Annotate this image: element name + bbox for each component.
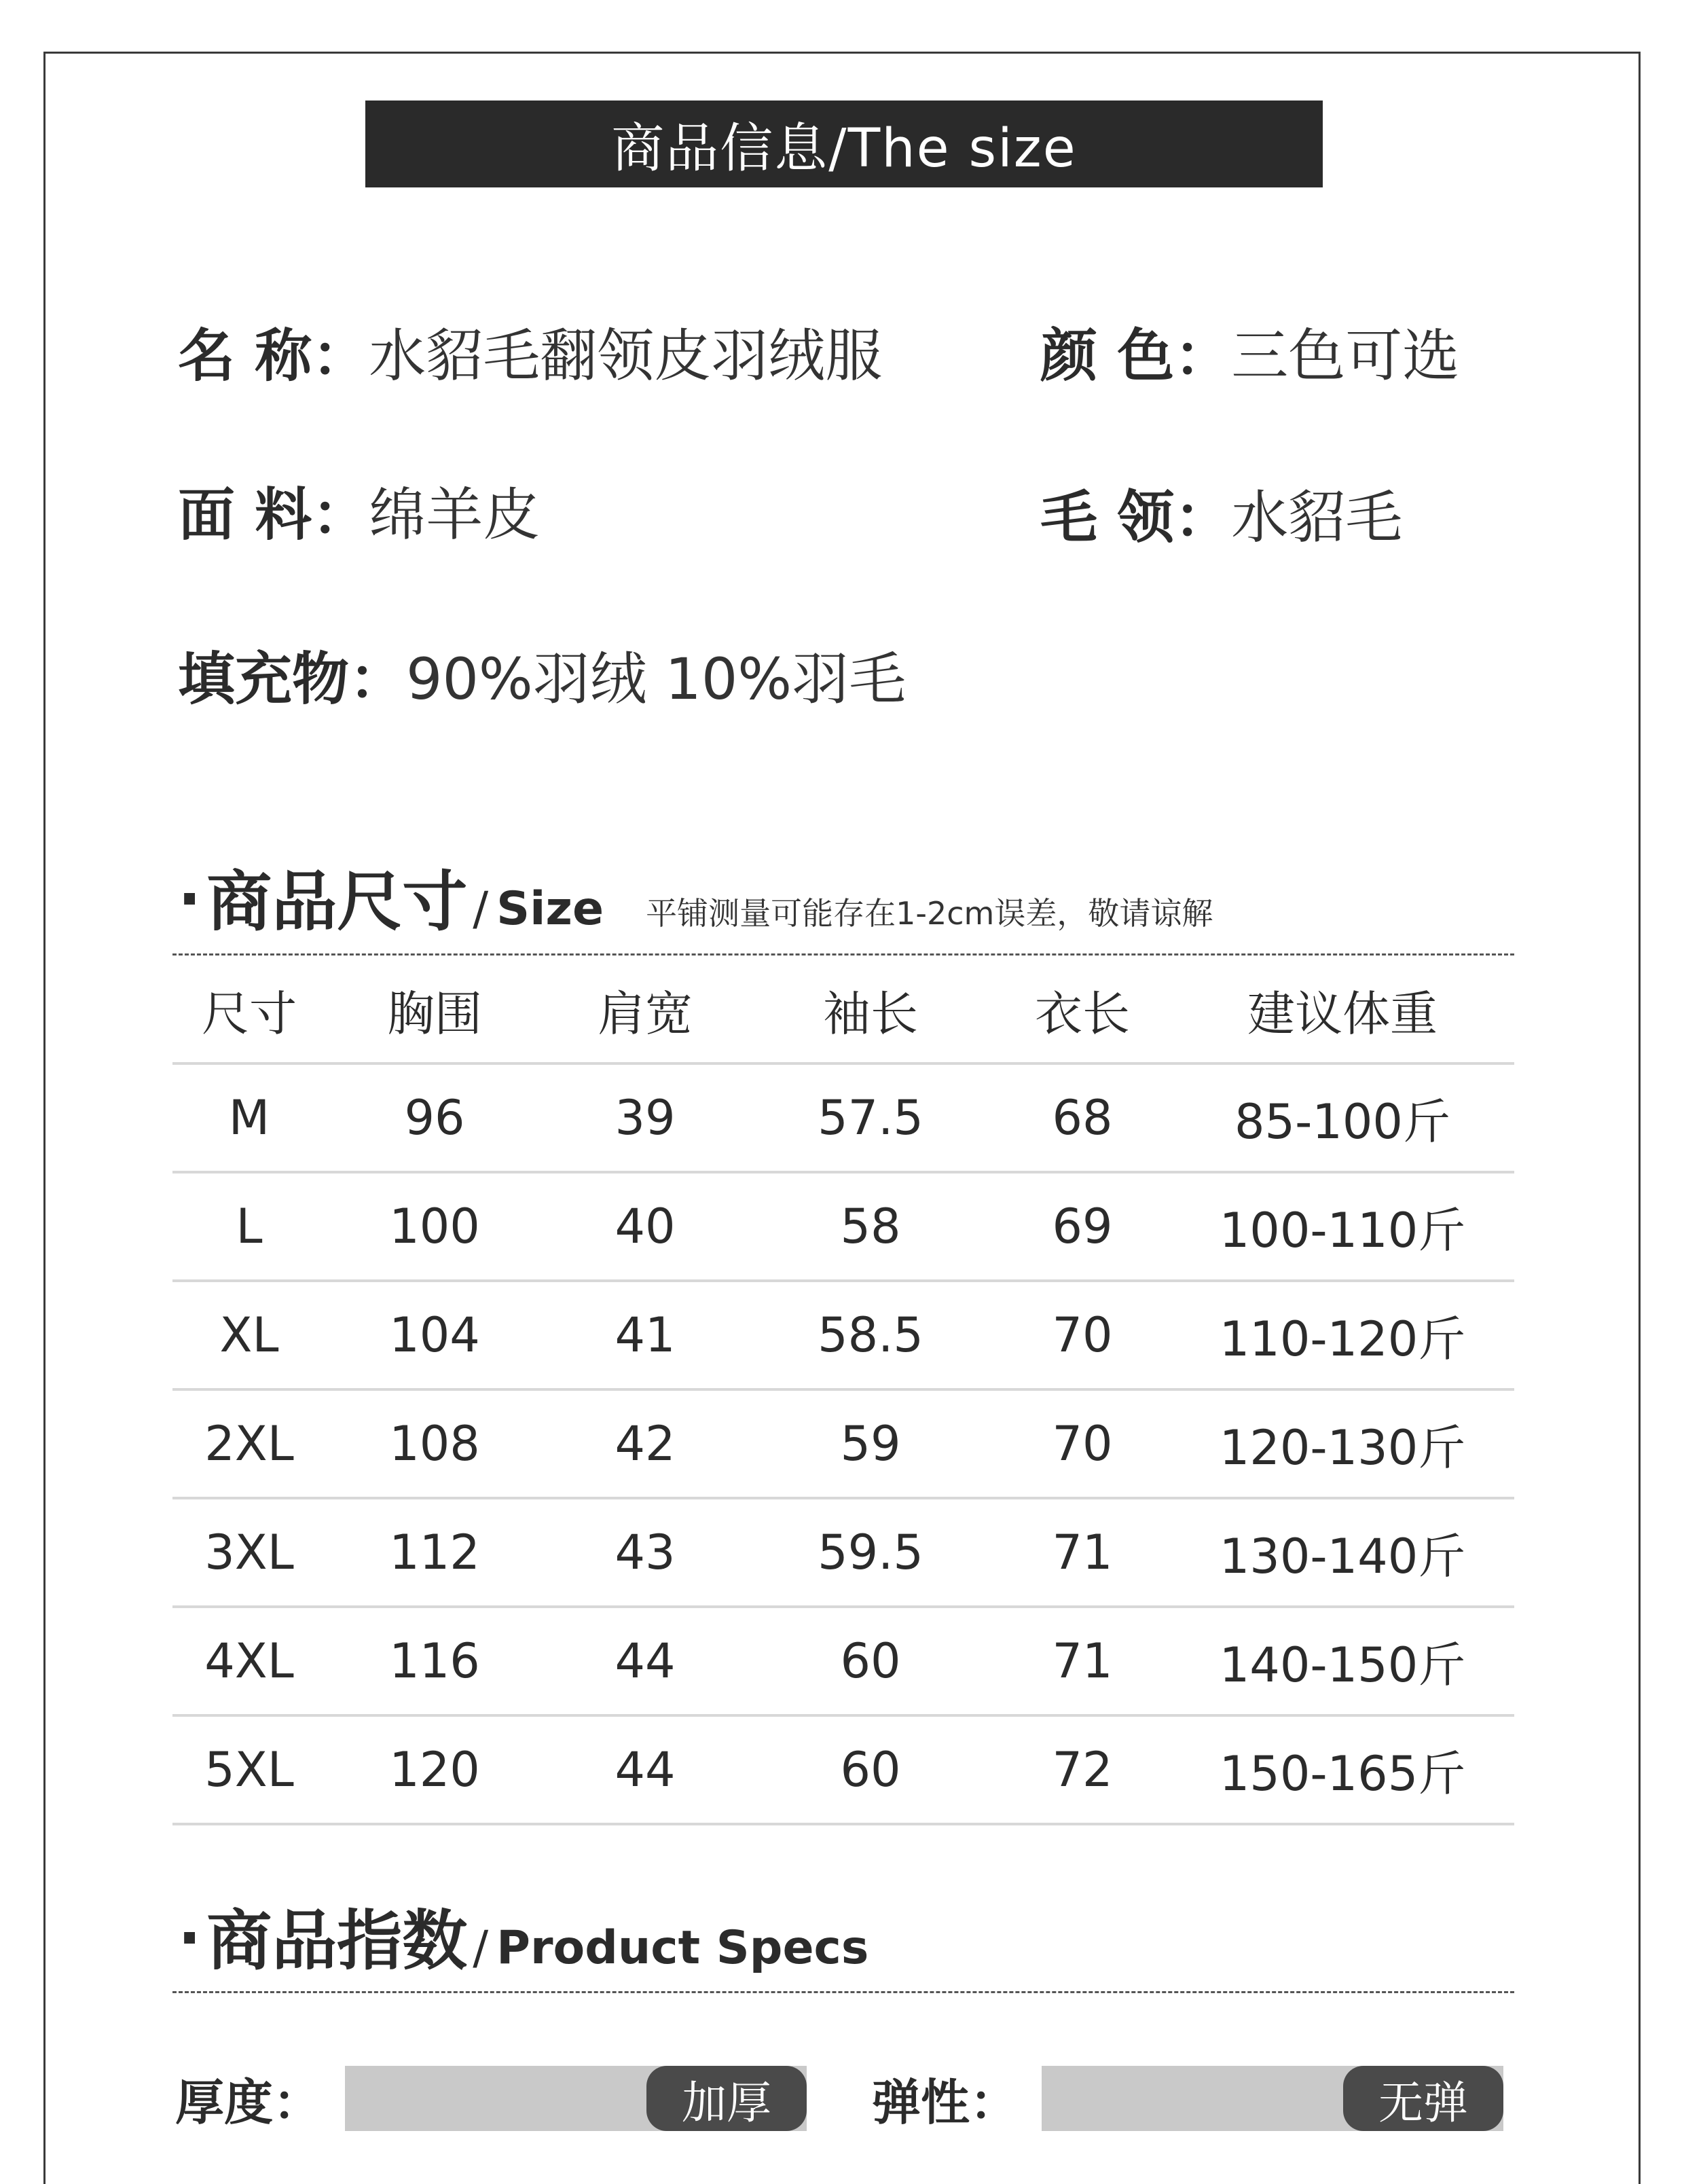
table-cell: 57.5 xyxy=(747,1063,994,1172)
table-cell: 39 xyxy=(543,1063,747,1172)
table-row xyxy=(172,1607,1514,1715)
table-row xyxy=(172,1715,1514,1824)
info-name-label: 名 称： xyxy=(178,323,369,389)
table-cell: 130-140斤 xyxy=(1171,1498,1514,1607)
size-heading-en xyxy=(473,882,604,936)
table-cell: L xyxy=(172,1172,326,1281)
table-cell: 41 xyxy=(543,1281,747,1389)
table-row xyxy=(172,1172,1514,1281)
info-color-value: 三色可选 xyxy=(1231,323,1460,389)
table-cell: 100 xyxy=(326,1172,543,1281)
table-cell: 85-100斤 xyxy=(1171,1063,1514,1172)
table-cell: 58 xyxy=(747,1172,994,1281)
table-cell: 44 xyxy=(543,1607,747,1715)
info-collar-label: 毛 领： xyxy=(1040,484,1232,551)
table-row xyxy=(172,1389,1514,1498)
spec-thickness xyxy=(175,2063,807,2134)
spec-elasticity-pill: 无弹 xyxy=(1343,2066,1503,2131)
table-cell: 108 xyxy=(326,1389,543,1498)
header-length: 衣长 xyxy=(994,958,1171,1063)
table-cell: 70 xyxy=(994,1281,1171,1389)
size-heading-cn: 商品尺寸 xyxy=(206,864,468,940)
table-row xyxy=(172,1063,1514,1172)
specs-heading-cn: 商品指数 xyxy=(206,1903,468,1979)
specs-heading-slash: / xyxy=(473,1921,489,1975)
table-row xyxy=(172,1281,1514,1389)
spec-elasticity-label: 弹性： xyxy=(872,2074,1019,2131)
specs-heading-en xyxy=(473,1921,868,1975)
size-heading-slash: / xyxy=(473,882,489,936)
table-cell: 58.5 xyxy=(747,1281,994,1389)
specs-heading-dot: · xyxy=(178,1903,202,1974)
table-cell: 120-130斤 xyxy=(1171,1389,1514,1498)
info-color-label: 颜 色： xyxy=(1040,323,1232,389)
size-heading-en-text: Size xyxy=(496,882,604,936)
page-title: 商品信息/The size xyxy=(611,118,1077,179)
table-cell: 68 xyxy=(994,1063,1171,1172)
table-cell: 71 xyxy=(994,1498,1171,1607)
table-cell: 59 xyxy=(747,1389,994,1498)
table-cell: M xyxy=(172,1063,326,1172)
size-section-heading xyxy=(178,850,1213,943)
table-cell: 60 xyxy=(747,1607,994,1715)
info-fabric-value: 绵羊皮 xyxy=(369,481,541,548)
size-heading-note: 平铺测量可能存在1-2cm误差，敬请谅解 xyxy=(646,895,1213,932)
table-cell: XL xyxy=(172,1281,326,1389)
size-table-header-row xyxy=(172,958,1514,1063)
table-cell: 70 xyxy=(994,1389,1171,1498)
info-filling xyxy=(178,646,907,712)
table-cell: 44 xyxy=(543,1715,747,1824)
table-cell: 100-110斤 xyxy=(1171,1172,1514,1281)
page-title-bar xyxy=(365,101,1323,187)
info-name xyxy=(178,323,883,389)
table-cell: 69 xyxy=(994,1172,1171,1281)
size-table xyxy=(172,958,1514,1825)
specs-divider xyxy=(172,1991,1514,1993)
table-cell: 96 xyxy=(326,1063,543,1172)
info-name-value: 水貂毛翻领皮羽绒服 xyxy=(369,323,883,389)
table-cell: 4XL xyxy=(172,1607,326,1715)
table-cell: 42 xyxy=(543,1389,747,1498)
table-cell: 120 xyxy=(326,1715,543,1824)
spec-thickness-label: 厚度： xyxy=(175,2074,323,2131)
table-cell: 3XL xyxy=(172,1498,326,1607)
spec-elasticity-bar xyxy=(1042,2066,1503,2131)
info-fabric xyxy=(178,481,541,548)
specs-section-heading xyxy=(178,1889,868,1982)
spec-thickness-pill: 加厚 xyxy=(646,2066,807,2131)
table-cell: 116 xyxy=(326,1607,543,1715)
info-fabric-label: 面 料： xyxy=(178,481,369,548)
table-row xyxy=(172,1498,1514,1607)
info-collar xyxy=(1040,484,1403,551)
table-cell: 43 xyxy=(543,1498,747,1607)
specs-heading-en-text: Product Specs xyxy=(496,1921,869,1975)
header-chest: 胸围 xyxy=(326,958,543,1063)
spec-thickness-bar xyxy=(345,2066,807,2131)
table-cell: 40 xyxy=(543,1172,747,1281)
info-filling-label: 填充物： xyxy=(178,646,407,712)
table-cell: 59.5 xyxy=(747,1498,994,1607)
size-heading-dot: · xyxy=(178,864,202,935)
info-filling-value: 90%羽绒 10%羽毛 xyxy=(406,646,907,712)
header-weight: 建议体重 xyxy=(1171,958,1514,1063)
table-cell: 2XL xyxy=(172,1389,326,1498)
table-cell: 71 xyxy=(994,1607,1171,1715)
header-shoulder: 肩宽 xyxy=(543,958,747,1063)
table-cell: 5XL xyxy=(172,1715,326,1824)
info-color xyxy=(1040,323,1460,389)
header-sleeve: 袖长 xyxy=(747,958,994,1063)
table-cell: 60 xyxy=(747,1715,994,1824)
table-cell: 72 xyxy=(994,1715,1171,1824)
table-cell: 110-120斤 xyxy=(1171,1281,1514,1389)
table-cell: 150-165斤 xyxy=(1171,1715,1514,1824)
table-cell: 112 xyxy=(326,1498,543,1607)
spec-elasticity xyxy=(872,2063,1503,2134)
table-cell: 104 xyxy=(326,1281,543,1389)
size-divider xyxy=(172,953,1514,956)
table-cell: 140-150斤 xyxy=(1171,1607,1514,1715)
info-collar-value: 水貂毛 xyxy=(1231,484,1403,551)
header-size: 尺寸 xyxy=(172,958,326,1063)
